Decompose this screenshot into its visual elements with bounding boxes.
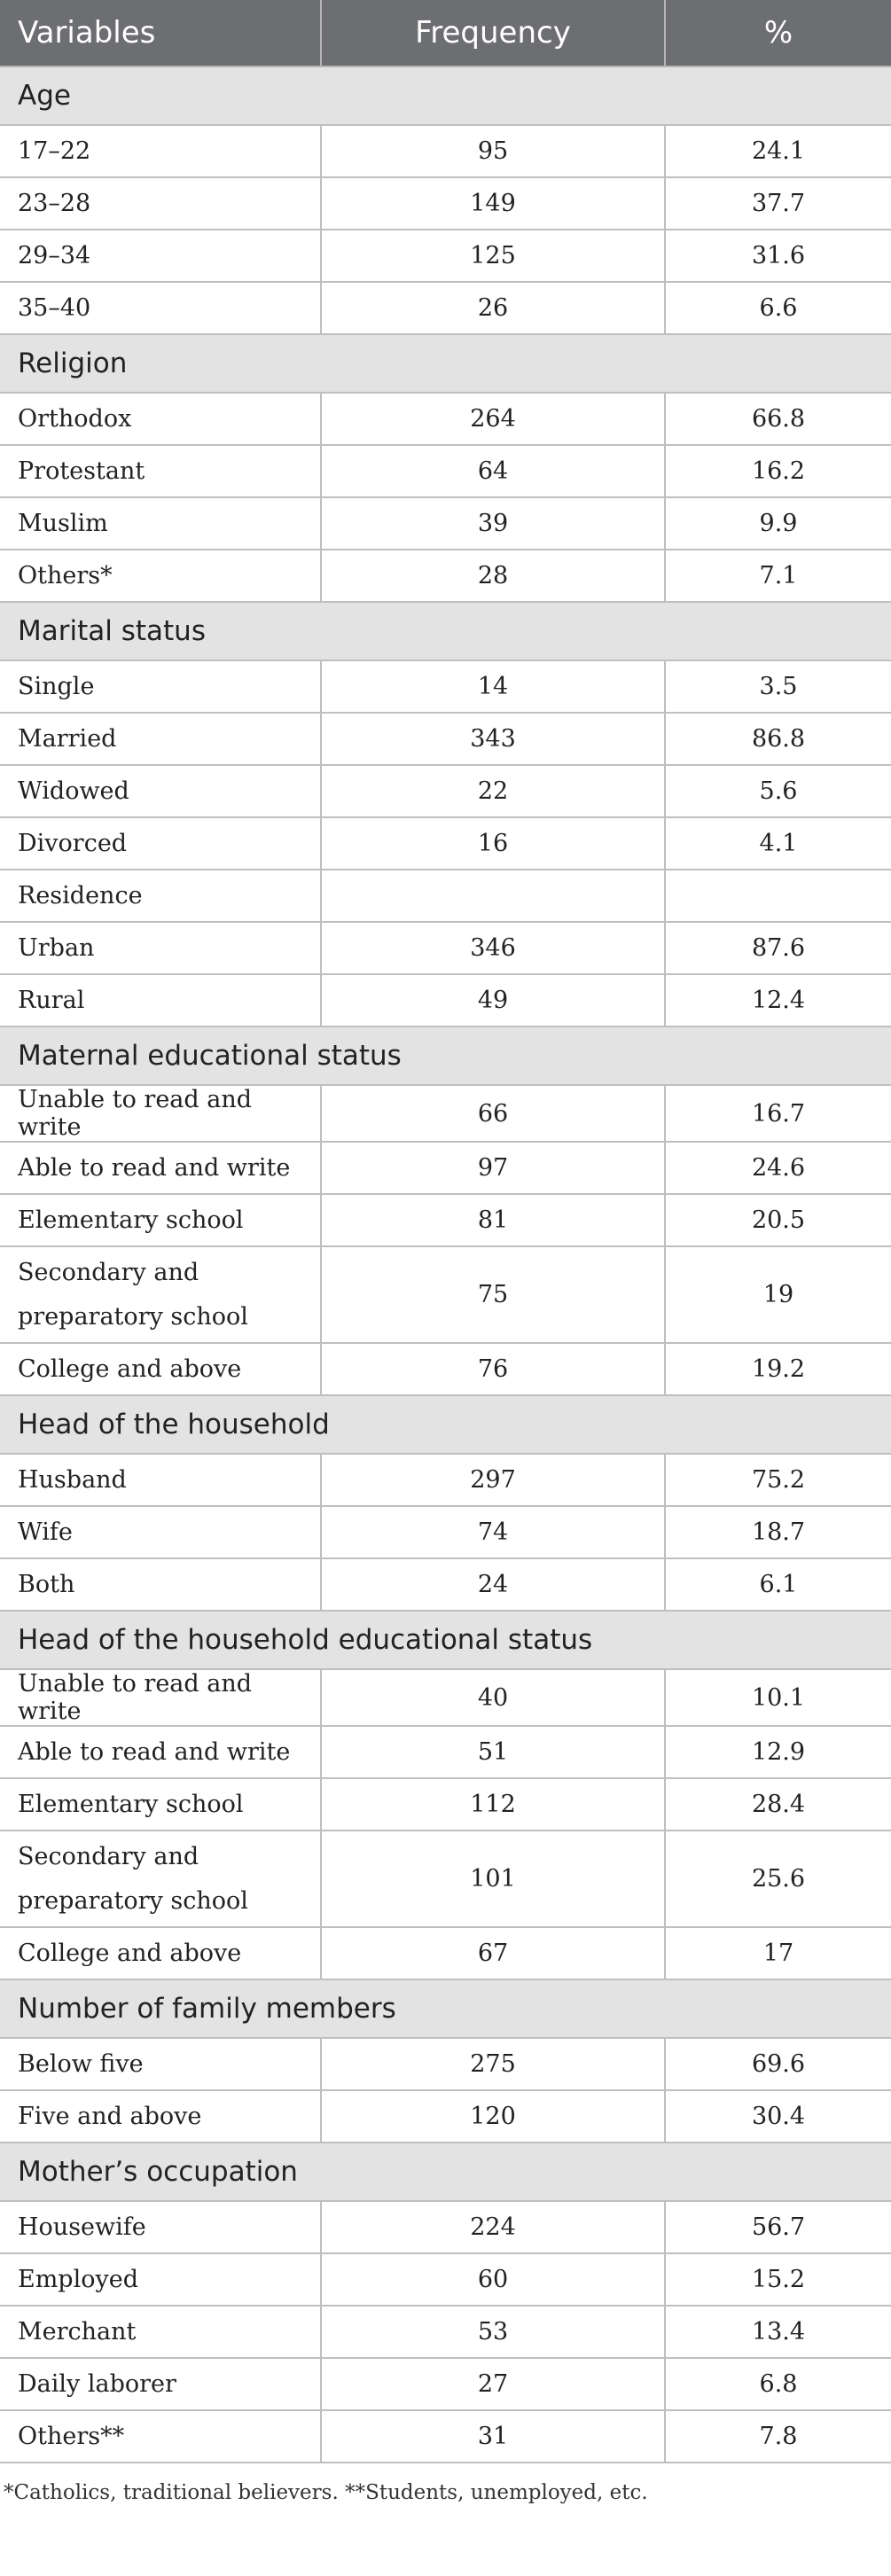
table-row xyxy=(0,2038,891,2090)
row-label: Able to read and write xyxy=(0,1726,321,1778)
row-frequency: 22 xyxy=(321,765,665,817)
row-frequency: 40 xyxy=(321,1669,665,1726)
row-label: Single xyxy=(0,660,321,713)
row-frequency: 224 xyxy=(321,2201,665,2253)
row-percent: 10.1 xyxy=(665,1669,891,1726)
section-title: Mother’s occupation xyxy=(0,2143,891,2201)
row-percent: 86.8 xyxy=(665,713,891,765)
table-row xyxy=(0,713,891,765)
row-label: Others* xyxy=(0,550,321,602)
table-row xyxy=(0,817,891,870)
table-row xyxy=(0,497,891,550)
row-percent: 19.2 xyxy=(665,1343,891,1395)
row-percent: 17 xyxy=(665,1927,891,1979)
section-title: Maternal educational status xyxy=(0,1026,891,1085)
row-label: Residence xyxy=(0,870,321,922)
row-label: 29–34 xyxy=(0,230,321,282)
section-header-row xyxy=(0,602,891,660)
section-header-row xyxy=(0,1395,891,1454)
row-frequency: 95 xyxy=(321,125,665,177)
row-percent: 75.2 xyxy=(665,1454,891,1506)
row-frequency: 28 xyxy=(321,550,665,602)
row-label: Secondary and preparatory school xyxy=(0,1831,321,1927)
row-label: Urban xyxy=(0,922,321,974)
row-label: College and above xyxy=(0,1927,321,1979)
row-label: Orthodox xyxy=(0,393,321,445)
row-frequency: 16 xyxy=(321,817,665,870)
section-title: Religion xyxy=(0,334,891,393)
row-label: Merchant xyxy=(0,2306,321,2358)
row-label: 35–40 xyxy=(0,282,321,334)
row-percent: 16.2 xyxy=(665,445,891,497)
row-label: Others** xyxy=(0,2410,321,2463)
row-label: Elementary school xyxy=(0,1778,321,1831)
row-percent: 24.1 xyxy=(665,125,891,177)
row-label: Five and above xyxy=(0,2090,321,2143)
section-title: Head of the household educational status xyxy=(0,1611,891,1669)
row-percent: 13.4 xyxy=(665,2306,891,2358)
row-frequency: 81 xyxy=(321,1194,665,1246)
row-frequency: 31 xyxy=(321,2410,665,2463)
table-row xyxy=(0,974,891,1026)
table-row xyxy=(0,445,891,497)
row-percent: 87.6 xyxy=(665,922,891,974)
table-row xyxy=(0,393,891,445)
row-frequency: 51 xyxy=(321,1726,665,1778)
table-row xyxy=(0,1142,891,1194)
header-frequency: Frequency xyxy=(321,0,665,66)
row-frequency: 26 xyxy=(321,282,665,334)
row-label: Secondary and preparatory school xyxy=(0,1246,321,1343)
row-label: Employed xyxy=(0,2253,321,2306)
row-percent: 31.6 xyxy=(665,230,891,282)
row-frequency: 67 xyxy=(321,1927,665,1979)
table-row xyxy=(0,922,891,974)
row-percent: 30.4 xyxy=(665,2090,891,2143)
table-row xyxy=(0,1669,891,1726)
row-label: Able to read and write xyxy=(0,1142,321,1194)
table-row xyxy=(0,2201,891,2253)
row-percent: 19 xyxy=(665,1246,891,1343)
row-percent: 6.8 xyxy=(665,2358,891,2410)
row-frequency: 76 xyxy=(321,1343,665,1395)
row-label: Elementary school xyxy=(0,1194,321,1246)
table-row xyxy=(0,1246,891,1343)
row-frequency: 64 xyxy=(321,445,665,497)
row-frequency: 343 xyxy=(321,713,665,765)
table-row xyxy=(0,125,891,177)
row-percent: 37.7 xyxy=(665,177,891,230)
row-label: Wife xyxy=(0,1506,321,1558)
section-header-row xyxy=(0,334,891,393)
table-row xyxy=(0,870,891,922)
section-title: Marital status xyxy=(0,602,891,660)
table-row xyxy=(0,660,891,713)
row-percent: 16.7 xyxy=(665,1085,891,1142)
row-frequency: 297 xyxy=(321,1454,665,1506)
table-row xyxy=(0,1778,891,1831)
row-frequency: 53 xyxy=(321,2306,665,2358)
table-row xyxy=(0,2410,891,2463)
row-frequency: 149 xyxy=(321,177,665,230)
row-frequency: 66 xyxy=(321,1085,665,1142)
row-percent xyxy=(665,870,891,922)
table-row xyxy=(0,1085,891,1142)
row-percent: 6.6 xyxy=(665,282,891,334)
row-label: Widowed xyxy=(0,765,321,817)
row-percent: 12.9 xyxy=(665,1726,891,1778)
row-percent: 4.1 xyxy=(665,817,891,870)
row-label: Unable to read and write xyxy=(0,1085,321,1142)
table-row xyxy=(0,1343,891,1395)
section-title: Number of family members xyxy=(0,1979,891,2038)
row-percent: 6.1 xyxy=(665,1558,891,1611)
section-title: Age xyxy=(0,66,891,125)
row-label: Housewife xyxy=(0,2201,321,2253)
row-percent: 7.8 xyxy=(665,2410,891,2463)
row-frequency: 264 xyxy=(321,393,665,445)
section-header-row xyxy=(0,66,891,125)
table-header-row xyxy=(0,0,891,66)
section-header-row xyxy=(0,1611,891,1669)
section-title: Head of the household xyxy=(0,1395,891,1454)
row-frequency: 120 xyxy=(321,2090,665,2143)
table-row xyxy=(0,1194,891,1246)
table-body xyxy=(0,66,891,2463)
section-header-row xyxy=(0,1979,891,2038)
row-label: Below five xyxy=(0,2038,321,2090)
table-row xyxy=(0,177,891,230)
row-percent: 69.6 xyxy=(665,2038,891,2090)
table-row xyxy=(0,282,891,334)
row-frequency: 27 xyxy=(321,2358,665,2410)
table-row xyxy=(0,230,891,282)
row-label: College and above xyxy=(0,1343,321,1395)
row-percent: 28.4 xyxy=(665,1778,891,1831)
row-frequency: 24 xyxy=(321,1558,665,1611)
row-label: Both xyxy=(0,1558,321,1611)
row-percent: 12.4 xyxy=(665,974,891,1026)
row-percent: 25.6 xyxy=(665,1831,891,1927)
table-row xyxy=(0,1454,891,1506)
row-label: 17–22 xyxy=(0,125,321,177)
table-row xyxy=(0,1726,891,1778)
row-percent: 56.7 xyxy=(665,2201,891,2253)
table-row xyxy=(0,765,891,817)
table-row xyxy=(0,2306,891,2358)
table-footnote: *Catholics, traditional believers. **Students, unemployed, etc. xyxy=(4,2481,648,2504)
row-percent: 18.7 xyxy=(665,1506,891,1558)
section-header-row xyxy=(0,1026,891,1085)
row-frequency: 74 xyxy=(321,1506,665,1558)
row-percent: 5.6 xyxy=(665,765,891,817)
row-frequency: 75 xyxy=(321,1246,665,1343)
row-percent: 7.1 xyxy=(665,550,891,602)
row-frequency: 275 xyxy=(321,2038,665,2090)
header-percent: % xyxy=(665,0,891,66)
row-frequency: 346 xyxy=(321,922,665,974)
row-frequency: 60 xyxy=(321,2253,665,2306)
row-label: Husband xyxy=(0,1454,321,1506)
table-row xyxy=(0,2253,891,2306)
table-row xyxy=(0,2358,891,2410)
row-percent: 9.9 xyxy=(665,497,891,550)
row-frequency: 49 xyxy=(321,974,665,1026)
row-label: Daily laborer xyxy=(0,2358,321,2410)
row-label: Protestant xyxy=(0,445,321,497)
row-percent: 3.5 xyxy=(665,660,891,713)
table-row xyxy=(0,2090,891,2143)
table-row xyxy=(0,1558,891,1611)
row-label: Unable to read and write xyxy=(0,1669,321,1726)
table-row xyxy=(0,550,891,602)
row-label: Married xyxy=(0,713,321,765)
row-percent: 24.6 xyxy=(665,1142,891,1194)
row-frequency xyxy=(321,870,665,922)
row-frequency: 39 xyxy=(321,497,665,550)
row-label: Rural xyxy=(0,974,321,1026)
row-percent: 66.8 xyxy=(665,393,891,445)
row-label: Muslim xyxy=(0,497,321,550)
table-row xyxy=(0,1927,891,1979)
section-header-row xyxy=(0,2143,891,2201)
row-label: Divorced xyxy=(0,817,321,870)
table-row xyxy=(0,1506,891,1558)
row-frequency: 101 xyxy=(321,1831,665,1927)
row-percent: 20.5 xyxy=(665,1194,891,1246)
table-row xyxy=(0,1831,891,1927)
row-frequency: 112 xyxy=(321,1778,665,1831)
row-frequency: 97 xyxy=(321,1142,665,1194)
row-label: 23–28 xyxy=(0,177,321,230)
row-percent: 15.2 xyxy=(665,2253,891,2306)
header-variables: Variables xyxy=(0,0,321,66)
row-frequency: 125 xyxy=(321,230,665,282)
row-frequency: 14 xyxy=(321,660,665,713)
